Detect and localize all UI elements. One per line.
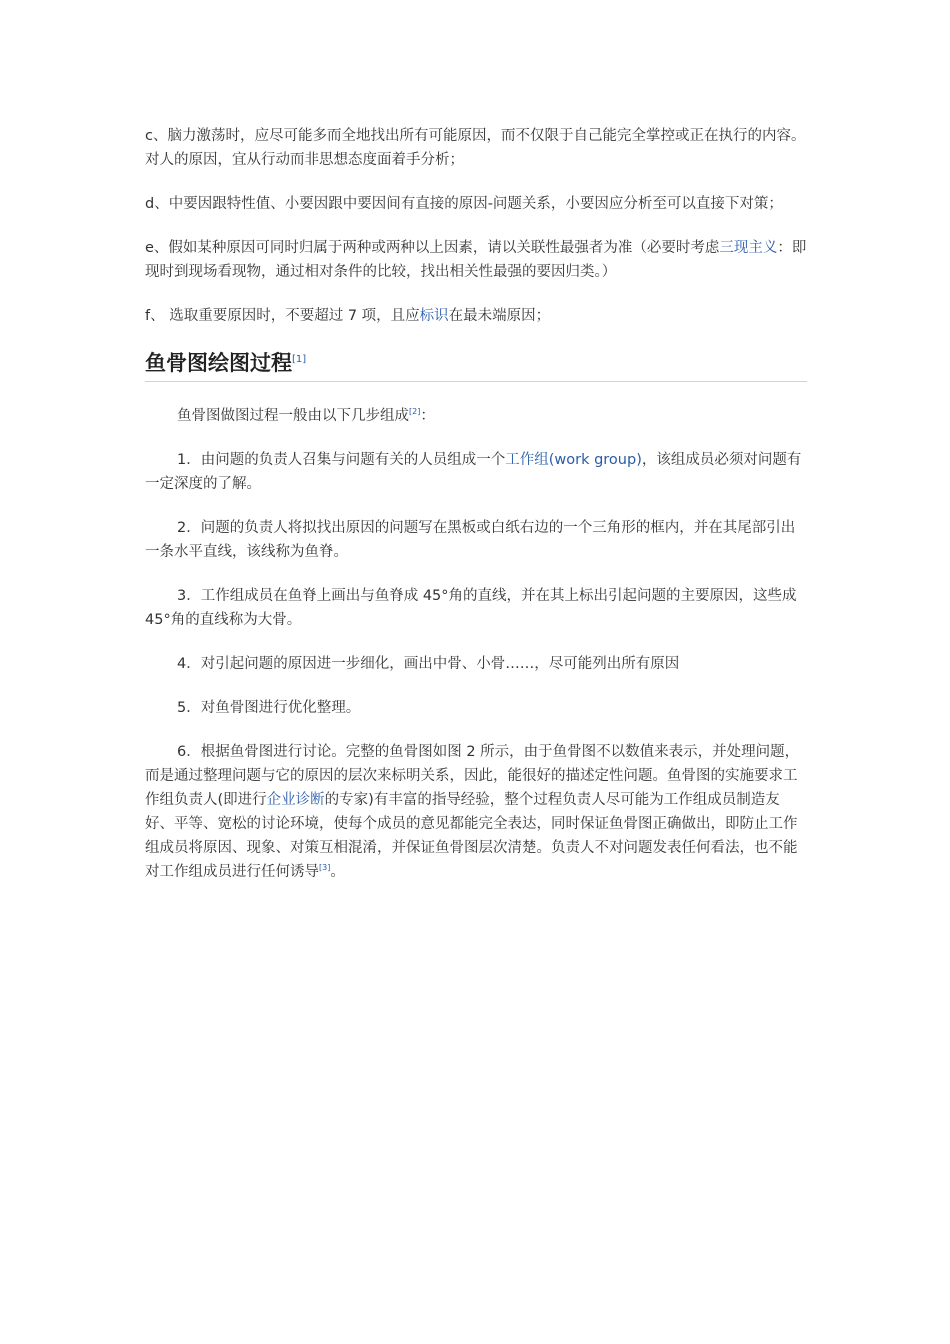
step-2: 2．问题的负责人将拟找出原因的问题写在黑板或白纸右边的一个三角形的框内，并在其尾部引出一条水平直线，该线称为鱼脊。 xyxy=(145,520,796,560)
list-item-e-text: e、假如某种原因可同时归属于两种或两种以上因素，请以关联性最强者为准（必要时考虑 xyxy=(145,240,720,256)
list-item-c: c、脑力激荡时，应尽可能多而全地找出所有可能原因，而不仅限于自己能完全掌控或正在执行的内容。对人的原因，宜从行动而非思想态度面着手分析； xyxy=(145,128,806,168)
link-enterprise-diagnosis[interactable]: 企业诊断 xyxy=(266,792,325,808)
step-6-text: 6．根据鱼骨图进行讨论。完整的鱼骨图如图 2 所示，由于鱼骨图不以数值来表示，并处理问题，而是通过整理问题与它的原因的层次来标明关系，因此，能很好的描述定性问题。鱼骨图的实施要求工作组负责人(即进行 xyxy=(145,744,800,808)
step-5: 5．对鱼骨图进行优化整理。 xyxy=(177,700,361,716)
list-item-f-text: f、 选取重要原因时，不要超过 7 项，且应 xyxy=(145,308,420,324)
steps-intro xyxy=(145,404,807,428)
reference-2[interactable]: [2] xyxy=(409,407,421,417)
list-item-e-tail: ：即现时到现场看现物，通过相对条件的比较，找出相关性最强的要因归类。） xyxy=(145,240,807,280)
steps-intro-text: 鱼骨图做图过程一般由以下几步组成 xyxy=(177,408,409,424)
step-6-tail: 。 xyxy=(330,864,345,880)
section-title-text: 鱼骨图绘图过程 xyxy=(145,351,292,375)
step-1-tail: ，该组成员必须对问题有一定深度的了解。 xyxy=(145,452,802,492)
step-6-middle: 的专家)有丰富的指导经验，整个过程负责人尽可能为工作组成员制造友好、平等、宽松的讨论环境，使每个成员的意见都能完全表达，同时保证鱼骨图正确做出，即防止工作组成员将原因、现象、对策互相混淆，并保证鱼骨图层次清楚。负责人不对问题发表任何看法，也不能对工作组成员进行任何诱导 xyxy=(145,792,798,880)
list-item-f xyxy=(145,304,807,328)
step-1-text: 1．由问题的负责人召集与问题有关的人员组成一个 xyxy=(177,452,506,468)
document-page xyxy=(145,124,807,904)
steps-intro-tail: ： xyxy=(420,408,435,424)
step-1 xyxy=(145,448,807,496)
step-6 xyxy=(145,740,807,884)
link-work-group[interactable]: 工作组(work group) xyxy=(505,452,642,468)
step-4: 4．对引起问题的原因进一步细化，画出中骨、小骨……，尽可能列出所有原因 xyxy=(177,656,680,672)
reference-3[interactable]: [3] xyxy=(319,863,331,873)
link-marking[interactable]: 标识 xyxy=(419,308,449,324)
section-reference-1[interactable]: [1] xyxy=(292,354,307,365)
section-title xyxy=(145,348,807,378)
list-item-d: d、中要因跟特性值、小要因跟中要因间有直接的原因-问题关系，小要因应分析至可以直接下对策； xyxy=(145,196,783,212)
step-3: 3．工作组成员在鱼脊上画出与鱼脊成 45°角的直线，并在其上标出引起问题的主要原因，这些成 45°角的直线称为大骨。 xyxy=(145,588,797,628)
link-three-reals[interactable]: 三现主义 xyxy=(719,240,778,256)
list-item-e xyxy=(145,236,807,284)
section-heading xyxy=(145,348,807,382)
list-item-f-tail: 在最未端原因； xyxy=(448,308,551,324)
